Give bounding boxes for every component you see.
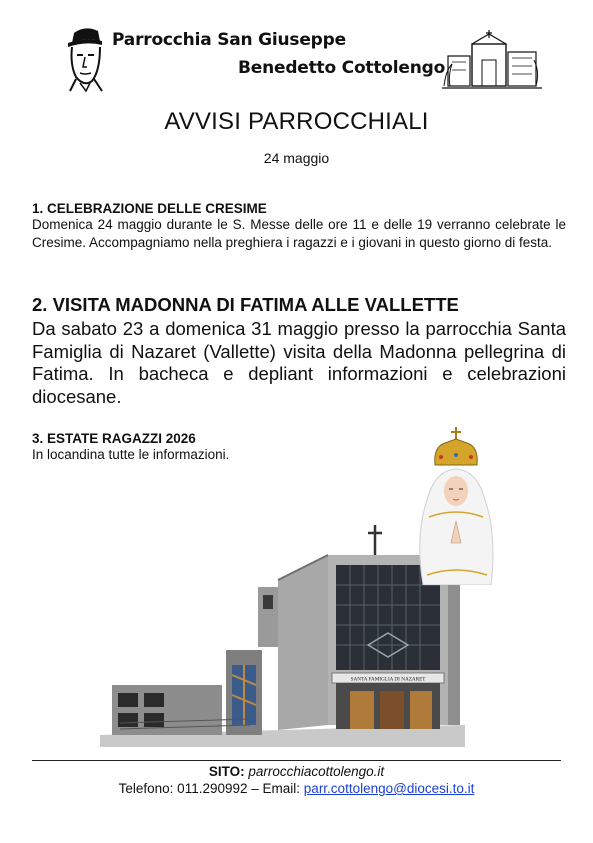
section-1-heading: 1. CELEBRAZIONE DELLE CRESIME: [32, 201, 267, 216]
footer-divider: [32, 760, 561, 761]
section-2-body: Da sabato 23 a domenica 31 maggio presso la parrocchia Santa Famiglia di Nazaret (Vallette) visita della Madonna pellegrina di Fatima. In bacheca e depliant informazioni e celebrazioni diocesane.: [32, 318, 566, 407]
footer-contact: [0, 781, 593, 796]
section-3-body: In locandina tutte le informazioni.: [32, 447, 230, 462]
church-sketch-logo-icon: [442, 30, 542, 92]
madonna-statue-photo: [405, 425, 497, 585]
page-title: AVVISI PARROCCHIALI: [164, 108, 429, 135]
section-3-heading: 3. ESTATE RAGAZZI 2026: [32, 431, 196, 446]
site-label: SITO:: [208, 764, 245, 779]
parish-name-line2: Benedetto Cottolengo: [238, 58, 446, 78]
phone-label: Telefono: 011.290992 – Email:: [118, 781, 301, 796]
site-url[interactable]: parrocchiacottolengo.it: [248, 764, 385, 779]
section-1-body: Domenica 24 maggio durante le S. Messe delle ore 11 e delle 19 verranno celebrate le Cresime. Accompagniamo nella preghiera i ragazzi e i giovani in questo giorno di festa.: [32, 217, 566, 250]
parish-name-line1: Parrocchia San Giuseppe: [112, 30, 346, 50]
notice-date: 24 maggio: [263, 150, 330, 166]
church-sign-text: SANTA FAMIGLIA DI NAZARET: [350, 676, 426, 683]
email-link[interactable]: parr.cottolengo@diocesi.to.it: [303, 781, 475, 796]
footer-site: [0, 764, 593, 779]
saint-portrait-logo-icon: [60, 25, 110, 93]
section-2-heading: 2. VISITA MADONNA DI FATIMA ALLE VALLETTE: [32, 294, 459, 315]
